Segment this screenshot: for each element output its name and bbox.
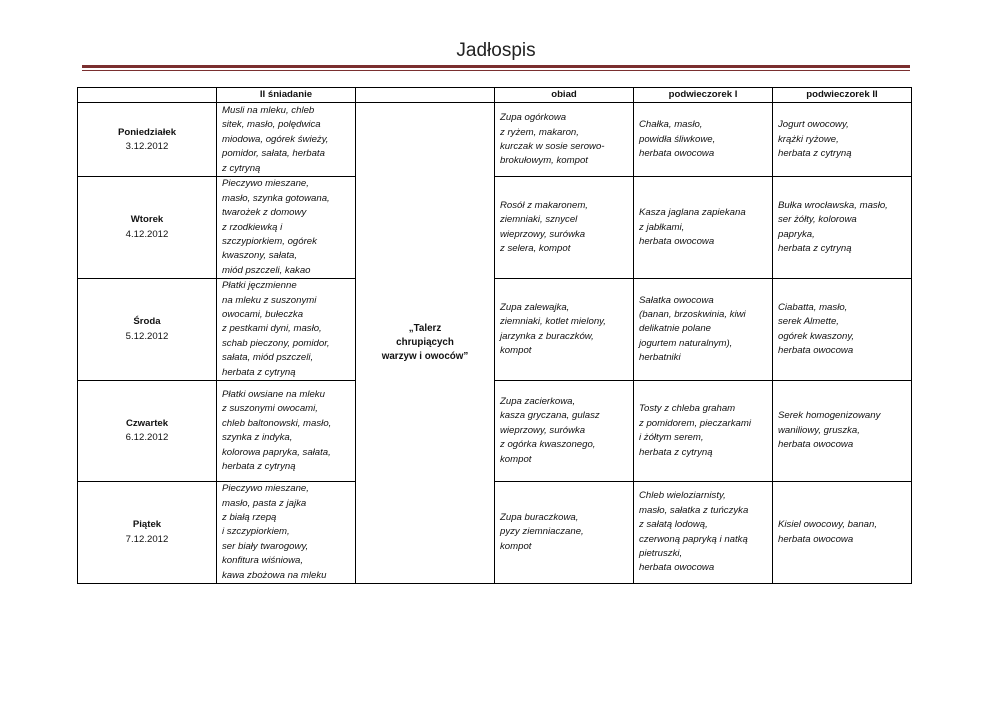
breakfast-line: szynka z indyka, [222, 432, 293, 444]
snack-2-cell [773, 381, 912, 482]
lunch-line: Zupa zacierkowa, [500, 396, 576, 408]
snack-2-cell [773, 103, 912, 177]
lunch-line: kasza gryczana, gulasz [500, 410, 600, 422]
snack-1-line: herbata owocowa [639, 562, 715, 574]
table-row [78, 103, 912, 177]
lunch-line: z selera, kompot [500, 243, 571, 255]
snack-1-line: masło, sałatka z tuńczyka [639, 504, 749, 516]
lunch-line: z ryżem, makaron, [500, 126, 579, 138]
special-line: „Talerz [408, 323, 442, 335]
snack-1-line: herbata owocowa [639, 236, 715, 248]
breakfast-cell [217, 482, 356, 584]
snack-1-line: Chałka, masło, [639, 119, 703, 131]
day-name: Piątek [132, 519, 162, 531]
snack-2-line: Serek homogenizowany [778, 410, 881, 422]
lunch-line: kompot [500, 453, 532, 465]
breakfast-line: z rzodkiewką i [222, 221, 283, 233]
lunch-line: kompot [500, 540, 532, 552]
snack-2-line: herbata owocowa [778, 533, 854, 545]
snack-1-cell [634, 103, 773, 177]
breakfast-cell [217, 279, 356, 381]
breakfast-line: sałata, miód pszczeli, [222, 352, 314, 364]
snack-1-line: herbatniki [639, 352, 681, 364]
snack-1-line: z sałatą lodową, [639, 519, 708, 531]
breakfast-line: herbata z cytryną [222, 460, 296, 472]
breakfast-line: kwaszony, sałata, [222, 250, 298, 262]
lunch-cell [495, 103, 634, 177]
snack-2-line: herbata z cytryną [778, 243, 852, 255]
breakfast-line: szczypiorkiem, ogórek [222, 236, 317, 248]
lunch-line: Zupa zalewajka, [500, 301, 570, 313]
snack-1-line: jogurtem naturalnym), [639, 337, 733, 349]
breakfast-cell [217, 381, 356, 482]
day-cell [78, 279, 217, 381]
breakfast-line: konfitura wiśniowa, [222, 555, 304, 567]
breakfast-line: Płatki jęczmienne [222, 280, 297, 292]
lunch-line: Rosół z makaronem, [500, 200, 588, 212]
snack-2-cell [773, 482, 912, 584]
breakfast-line: herbata z cytryną [222, 366, 296, 378]
breakfast-line: ser biały twarogowy, [222, 540, 309, 552]
breakfast-line: z suszonymi owocami, [222, 403, 318, 415]
header-row [78, 88, 912, 103]
lunch-line: Zupa ogórkowa [500, 112, 567, 124]
day-cell [78, 381, 217, 482]
header-snack-2: podwieczorek II [773, 88, 912, 103]
day-date: 5.12.2012 [125, 330, 169, 342]
day-cell [78, 482, 217, 584]
snack-1-line: herbata owocowa [639, 148, 715, 160]
snack-1-cell [634, 482, 773, 584]
snack-2-line: Ciabatta, masło, [778, 301, 848, 313]
snack-2-line: waniliowy, gruszka, [778, 424, 860, 436]
breakfast-line: schab pieczony, pomidor, [222, 337, 330, 349]
snack-1-line: powidła śliwkowe, [639, 133, 716, 145]
lunch-line: kompot [500, 345, 532, 357]
snack-1-line: delikatnie polane [639, 323, 712, 335]
title-underline [82, 65, 910, 68]
breakfast-line: na mleku z suszonymi [222, 294, 317, 306]
breakfast-line: z cytryną [222, 162, 261, 174]
snack-1-cell [634, 381, 773, 482]
lunch-line: wieprzowy, surówka [500, 424, 586, 436]
snack-1-line: pietruszki, [639, 547, 683, 559]
header-day [78, 88, 217, 103]
header-second-breakfast: II śniadanie [217, 88, 356, 103]
breakfast-line: z pestkami dyni, masło, [222, 323, 322, 335]
snack-2-line: herbata z cytryną [778, 148, 852, 160]
table-row [78, 279, 912, 381]
lunch-line: z ogórka kwaszonego, [500, 439, 596, 451]
snack-2-cell [773, 177, 912, 279]
lunch-line: brokułowym, kompot [500, 155, 588, 167]
snack-1-line: z jabłkami, [639, 221, 685, 233]
day-date: 7.12.2012 [125, 533, 169, 545]
lunch-line: Zupa buraczkowa, [500, 511, 579, 523]
snack-1-line: (banan, brzoskwinia, kiwi [639, 309, 746, 321]
lunch-line: ziemniaki, sznycel [500, 214, 578, 226]
snack-1-line: Sałatka owocowa [639, 294, 714, 306]
breakfast-line: Płatki owsiane na mleku [222, 388, 325, 400]
breakfast-line: Musli na mleku, chleb [222, 104, 315, 116]
breakfast-line: miodowa, ogórek świeży, [222, 133, 329, 145]
snack-2-line: serek Almette, [778, 316, 839, 328]
snack-2-line: Kisiel owocowy, banan, [778, 519, 878, 531]
special-program-cell [356, 103, 495, 584]
page-title: Jadłospis [456, 40, 536, 61]
breakfast-line: z białą rzepą [222, 511, 277, 523]
snack-2-cell [773, 279, 912, 381]
breakfast-line: owocami, bułeczka [222, 309, 304, 321]
breakfast-cell [217, 177, 356, 279]
snack-2-line: Jogurt owocowy, [778, 119, 849, 131]
table-row [78, 381, 912, 482]
lunch-line: ziemniaki, kotlet mielony, [500, 316, 606, 328]
snack-1-cell [634, 279, 773, 381]
breakfast-line: masło, pasta z jajka [222, 497, 307, 509]
lunch-cell [495, 177, 634, 279]
snack-2-line: Bułka wrocławska, masło, [778, 200, 888, 212]
day-name: Środa [133, 316, 161, 328]
breakfast-line: chleb baltonowski, masło, [222, 417, 332, 429]
snack-1-cell [634, 177, 773, 279]
menu-table [77, 87, 912, 584]
day-name: Wtorek [130, 214, 164, 226]
special-line: warzyw i owoców” [381, 351, 469, 363]
snack-1-line: czerwoną papryką i natką [639, 533, 748, 545]
snack-2-line: herbata owocowa [778, 439, 854, 451]
lunch-cell [495, 381, 634, 482]
table-row [78, 177, 912, 279]
breakfast-line: pomidor, sałata, herbata [222, 148, 325, 160]
lunch-line: wieprzowy, surówka [500, 228, 586, 240]
snack-1-line: z pomidorem, pieczarkami [639, 417, 751, 429]
breakfast-line: kolorowa papryka, sałata, [222, 446, 331, 458]
day-date: 6.12.2012 [125, 432, 169, 444]
snack-1-line: Kasza jaglana zapiekana [639, 207, 746, 219]
snack-2-line: ser żółty, kolorowa [778, 214, 857, 226]
snack-2-line: krążki ryżowe, [778, 133, 839, 145]
header-special [356, 88, 495, 103]
lunch-line: pyzy ziemniaczane, [500, 526, 584, 538]
breakfast-line: masło, szynka gotowana, [222, 192, 330, 204]
header-lunch: obiad [495, 88, 634, 103]
lunch-cell [495, 279, 634, 381]
day-cell [78, 177, 217, 279]
breakfast-line: Pieczywo mieszane, [222, 483, 309, 495]
snack-2-line: herbata owocowa [778, 345, 854, 357]
day-name: Czwartek [125, 417, 169, 429]
breakfast-line: twarożek z domowy [222, 207, 307, 219]
breakfast-line: sitek, masło, polędwica [222, 119, 321, 131]
header-snack-1: podwieczorek I [634, 88, 773, 103]
day-date: 4.12.2012 [125, 228, 169, 240]
snack-2-line: ogórek kwaszony, [778, 330, 855, 342]
snack-1-line: Tosty z chleba graham [639, 403, 736, 415]
day-name: Poniedziałek [117, 126, 177, 138]
table-row [78, 482, 912, 584]
breakfast-line: Pieczywo mieszane, [222, 178, 309, 190]
snack-1-line: i żółtym serem, [639, 432, 704, 444]
lunch-cell [495, 482, 634, 584]
lunch-line: jarzynka z buraczków, [500, 330, 594, 342]
day-date: 3.12.2012 [125, 140, 169, 152]
special-line: chrupiących [396, 337, 454, 349]
lunch-line: kurczak w sosie serowo- [500, 140, 605, 152]
snack-1-line: Chleb wieloziarnisty, [639, 490, 726, 502]
breakfast-line: miód pszczeli, kakao [222, 264, 311, 276]
breakfast-cell [217, 103, 356, 177]
breakfast-line: i szczypiorkiem, [222, 526, 290, 538]
day-cell [78, 103, 217, 177]
breakfast-line: kawa zbożowa na mleku [222, 569, 327, 581]
snack-1-line: herbata z cytryną [639, 446, 713, 458]
title-underline-thin [82, 70, 910, 71]
snack-2-line: papryka, [778, 228, 815, 240]
